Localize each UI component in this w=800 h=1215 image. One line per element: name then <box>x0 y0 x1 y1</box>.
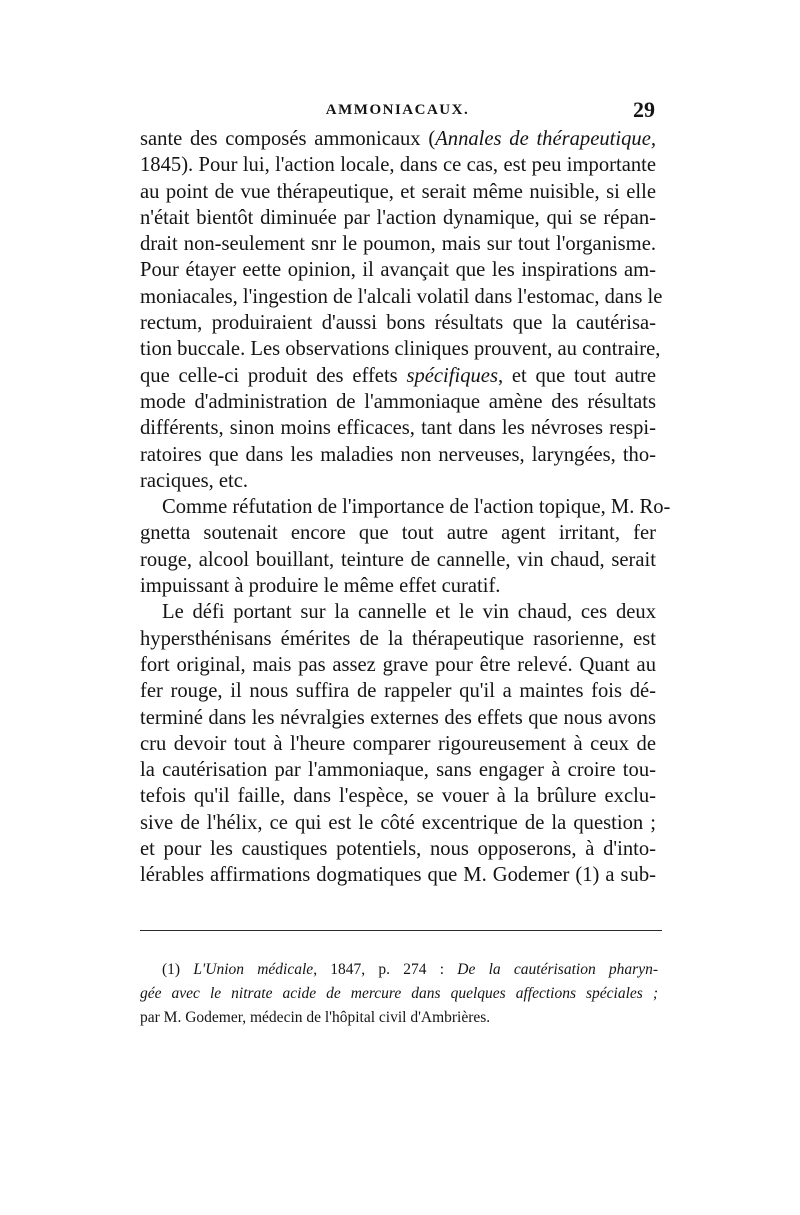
text-line <box>140 573 656 599</box>
text-run: drait non-seulement snr le poumon, mais sur tout l'organisme. <box>140 233 656 256</box>
text-line <box>140 389 656 415</box>
text-run: Pour étayer eette opinion, il avançait que les inspirations am- <box>140 259 656 282</box>
footnote-line <box>140 958 658 982</box>
text-run: (1) <box>162 961 194 978</box>
text-run: que celle-ci produit des effets <box>140 364 407 387</box>
text-line <box>140 547 656 573</box>
text-run: sive de l'hélix, ce qui est le côté excentrique de la question ; <box>140 811 656 834</box>
text-line <box>140 836 656 862</box>
text-line <box>140 468 656 494</box>
italic-text: spécifiques <box>406 364 498 387</box>
text-line <box>140 520 656 546</box>
text-run: , et que tout autre <box>497 364 656 387</box>
text-run: rouge, alcool bouillant, teinture de cannelle, vin chaud, serait <box>140 548 656 571</box>
text-line <box>140 415 656 441</box>
text-run: ratoires que dans les maladies non nerveuses, laryngées, tho- <box>140 443 656 466</box>
text-run: rectum, produiraient d'aussi bons résultats que la cautérisa- <box>140 312 656 335</box>
text-line <box>140 652 656 678</box>
text-run: impuissant à produire le même effet curatif. <box>140 575 501 598</box>
text-line <box>140 783 656 809</box>
text-run: et pour les caustiques potentiels, nous opposerons, à d'into- <box>140 838 656 861</box>
text-run: par M. Godemer, médecin de l'hôpital civil d'Ambrières. <box>140 1009 491 1026</box>
text-run: 1845). Pour lui, l'action locale, dans ce cas, est peu importante <box>140 154 656 177</box>
text-run: Comme réfutation de l'importance de l'action topique, M. Ro- <box>162 496 671 519</box>
text-run: fer rouge, il nous suffira de rappeler qu'il a maintes fois dé- <box>140 680 656 703</box>
text-line <box>140 126 656 152</box>
footnote <box>140 958 658 1030</box>
text-run: tion buccale. Les observations cliniques prouvent, au contraire, <box>140 338 661 361</box>
text-run: au point de vue thérapeutique, et serait même nuisible, si elle <box>140 180 656 203</box>
text-line <box>140 626 656 652</box>
text-line <box>140 678 656 704</box>
text-line <box>140 152 656 178</box>
text-line <box>140 810 656 836</box>
text-run: n'était bientôt diminuée par l'action dynamique, qui se répan- <box>140 206 656 229</box>
text-line <box>140 363 656 389</box>
text-run: , 1847, p. 274 : <box>313 961 458 978</box>
page-number: 29 <box>633 97 655 122</box>
italic-text: De la cautérisation pharyn- <box>457 961 658 978</box>
text-run: terminé dans les névralgies externes des effets que nous avons <box>140 706 656 729</box>
text-line <box>140 705 656 731</box>
text-line <box>140 257 656 283</box>
text-line <box>140 599 656 625</box>
text-run: raciques, etc. <box>140 469 249 492</box>
text-line <box>140 179 656 205</box>
text-line <box>140 231 656 257</box>
text-line <box>140 442 656 468</box>
text-line <box>140 205 656 231</box>
text-line <box>140 862 656 888</box>
text-line <box>140 494 671 520</box>
text-run: tefois qu'il faille, dans l'espèce, se vouer à la brûlure exclu- <box>140 785 656 808</box>
footnote-divider <box>140 930 662 931</box>
main-text <box>140 126 671 889</box>
text-run: mode d'administration de l'ammoniaque amène des résultats <box>140 390 656 413</box>
text-line <box>140 731 656 757</box>
page-header <box>140 96 655 124</box>
text-run: gnetta soutenait encore que tout autre agent irritant, fer <box>140 522 656 545</box>
text-line <box>140 310 656 336</box>
text-run: la cautérisation par l'ammoniaque, sans engager à croire tou- <box>140 759 656 782</box>
running-title: AMMONIACAUX. <box>325 102 470 118</box>
text-run: différents, sinon moins efficaces, tant dans les névroses respi- <box>140 417 656 440</box>
text-run: lérables affirmations dogmatiques que M. Godemer (1) a sub- <box>140 864 656 887</box>
italic-text: L'Union médicale <box>193 961 314 978</box>
text-run: hypersthénisans émérites de la thérapeutique rasorienne, est <box>140 627 656 650</box>
text-run: fort original, mais pas assez grave pour être relevé. Quant au <box>140 653 656 676</box>
footnote-line <box>140 1006 658 1030</box>
text-run: moniacales, l'ingestion de l'alcali volatil dans l'estomac, dans le <box>140 285 663 308</box>
text-line <box>140 284 663 310</box>
italic-text: Annales de thérapeutique, <box>435 128 656 150</box>
text-line <box>140 336 661 362</box>
text-line <box>140 757 656 783</box>
text-run: cru devoir tout à l'heure comparer rigoureusement à ceux de <box>140 732 656 755</box>
text-run: Le défi portant sur la cannelle et le vin chaud, ces deux <box>162 601 656 624</box>
footnote-line <box>140 982 658 1006</box>
italic-text: gée avec le nitrate acide de mercure dans quelques affections spéciales ; <box>140 985 658 1002</box>
text-run: sante des composés ammonicaux ( <box>140 128 436 150</box>
